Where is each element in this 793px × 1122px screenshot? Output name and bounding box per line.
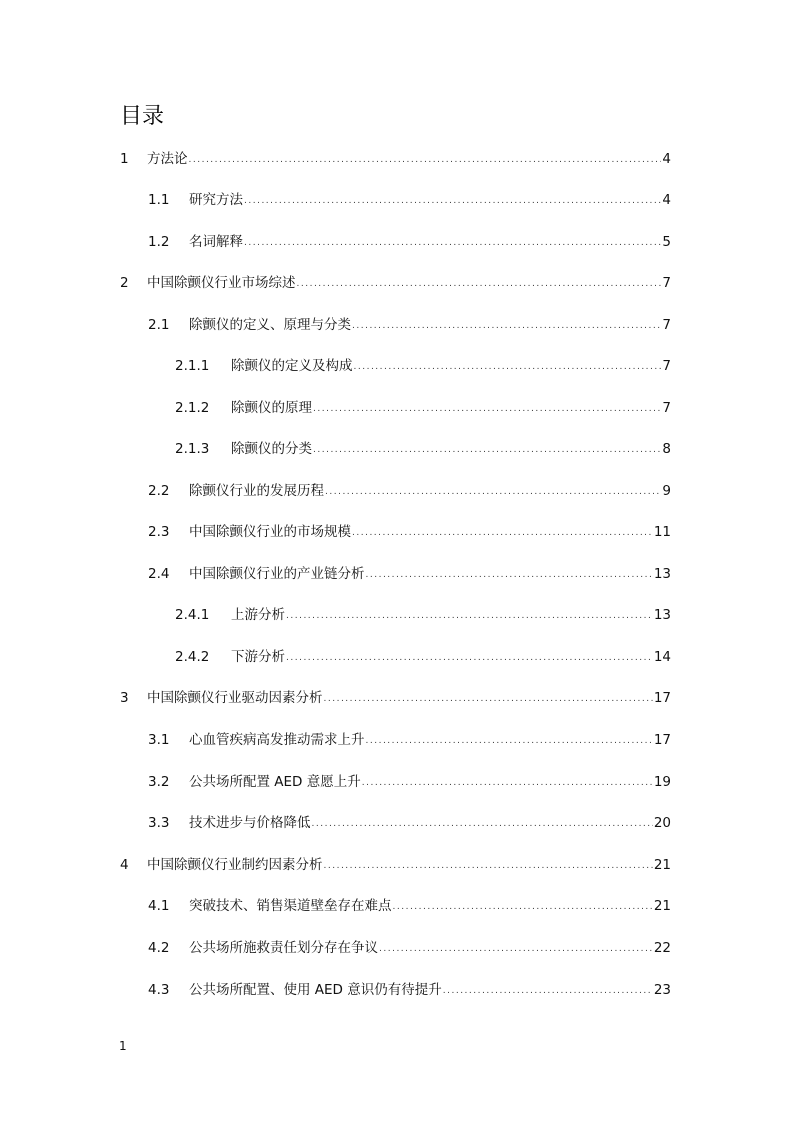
toc-entry[interactable] xyxy=(175,438,671,460)
toc-entry-title: 除颤仪的定义及构成 xyxy=(231,358,353,374)
toc-entry-number: 2.4.1 xyxy=(175,607,210,623)
toc-entry-page: 17 xyxy=(653,690,671,706)
toc-entry[interactable] xyxy=(175,397,671,419)
toc-dot-leader xyxy=(393,896,653,918)
toc-entry-title: 方法论 xyxy=(147,151,188,167)
toc-entry-page: 9 xyxy=(662,483,671,499)
toc-entry[interactable] xyxy=(175,355,671,377)
toc-entry-page: 7 xyxy=(662,317,671,333)
toc-entry-page: 21 xyxy=(653,898,671,914)
toc-entry-number: 2.1 xyxy=(148,317,170,333)
toc-entry-page: 8 xyxy=(662,441,671,457)
toc-entry-title: 突破技术、销售渠道壁垒存在难点 xyxy=(189,898,392,914)
toc-entry-number: 4.3 xyxy=(148,982,170,998)
toc-entry-page: 7 xyxy=(662,275,671,291)
toc-entry-title: 中国除颤仪行业制约因素分析 xyxy=(147,857,323,873)
toc-dot-leader xyxy=(443,980,653,1002)
toc-entry[interactable] xyxy=(120,854,671,876)
toc-entry-title: 中国除颤仪行业驱动因素分析 xyxy=(147,690,323,706)
toc-entry-page: 20 xyxy=(653,815,671,831)
toc-entry-title: 中国除颤仪行业的产业链分析 xyxy=(189,566,365,582)
toc-entry-number: 2.3 xyxy=(148,524,170,540)
toc-entry-title: 中国除颤仪行业市场综述 xyxy=(147,275,296,291)
toc-dot-leader xyxy=(379,938,653,960)
toc-dot-leader xyxy=(324,688,653,710)
toc-dot-leader xyxy=(354,356,662,378)
toc-entry-title: 除颤仪的定义、原理与分类 xyxy=(189,317,351,333)
toc-entry-number: 4 xyxy=(120,857,129,873)
toc-entry-number: 3.3 xyxy=(148,815,170,831)
toc-entry-title: 心血管疾病高发推动需求上升 xyxy=(189,732,365,748)
toc-entry[interactable] xyxy=(148,521,671,543)
toc-entry[interactable] xyxy=(148,189,671,211)
toc-dot-leader xyxy=(286,647,653,669)
toc-entry-page: 11 xyxy=(653,524,671,540)
toc-entry-number: 2.4 xyxy=(148,566,170,582)
toc-entry-page: 17 xyxy=(653,732,671,748)
toc-dot-leader xyxy=(313,398,661,420)
toc-entry-title: 下游分析 xyxy=(231,649,285,665)
toc-entry[interactable] xyxy=(120,272,671,294)
toc-entry-page: 13 xyxy=(653,566,671,582)
toc-entry[interactable] xyxy=(175,604,671,626)
toc-entry-page: 19 xyxy=(653,774,671,790)
toc-dot-leader xyxy=(352,315,661,337)
toc-entry-title: 技术进步与价格降低 xyxy=(189,815,311,831)
toc-dot-leader xyxy=(286,605,653,627)
toc-entry-number: 1 xyxy=(120,151,129,167)
toc-dot-leader xyxy=(366,730,653,752)
toc-dot-leader xyxy=(366,564,653,586)
toc-entry-title: 公共场所配置、使用 AED 意识仍有待提升 xyxy=(189,982,442,998)
toc-entry-page: 4 xyxy=(662,151,671,167)
toc-entry-title: 中国除颤仪行业的市场规模 xyxy=(189,524,351,540)
toc-entry[interactable] xyxy=(148,895,671,917)
toc-entry-page: 23 xyxy=(653,982,671,998)
toc-entry-number: 4.1 xyxy=(148,898,170,914)
toc-entry-title: 除颤仪行业的发展历程 xyxy=(189,483,324,499)
toc-entry-number: 1.2 xyxy=(148,234,170,250)
toc-entry-title: 除颤仪的分类 xyxy=(231,441,312,457)
toc-entry-page: 7 xyxy=(662,358,671,374)
toc-entry-title: 名词解释 xyxy=(189,234,243,250)
toc-entry[interactable] xyxy=(120,148,671,170)
toc-entry-page: 7 xyxy=(662,400,671,416)
toc-entry[interactable] xyxy=(148,231,671,253)
toc-entry-number: 3.2 xyxy=(148,774,170,790)
toc-dot-leader xyxy=(312,813,653,835)
toc-entry-page: 13 xyxy=(653,607,671,623)
toc-dot-leader xyxy=(244,190,661,212)
toc-entry[interactable] xyxy=(148,729,671,751)
toc-entry-title: 公共场所配置 AED 意愿上升 xyxy=(189,774,361,790)
toc-entry-title: 公共场所施救责任划分存在争议 xyxy=(189,940,378,956)
toc-dot-leader xyxy=(313,439,661,461)
toc-entry-number: 2.2 xyxy=(148,483,170,499)
page-title: 目录 xyxy=(120,104,165,129)
toc-entry-title: 上游分析 xyxy=(231,607,285,623)
toc-entry-page: 14 xyxy=(653,649,671,665)
toc-entry[interactable] xyxy=(148,771,671,793)
toc-entry[interactable] xyxy=(148,979,671,1001)
toc-entry[interactable] xyxy=(120,687,671,709)
toc-dot-leader xyxy=(362,772,653,794)
toc-entry-number: 2 xyxy=(120,275,129,291)
toc-dot-leader xyxy=(189,149,662,171)
toc-entry-number: 2.4.2 xyxy=(175,649,210,665)
toc-dot-leader xyxy=(244,232,661,254)
toc-entry[interactable] xyxy=(148,812,671,834)
toc-dot-leader xyxy=(325,481,661,503)
toc-entry-page: 22 xyxy=(653,940,671,956)
toc-entry-number: 2.1.3 xyxy=(175,441,210,457)
toc-entry[interactable] xyxy=(148,563,671,585)
toc-entry-number: 2.1.2 xyxy=(175,400,210,416)
toc-entry[interactable] xyxy=(148,480,671,502)
toc-entry-number: 3.1 xyxy=(148,732,170,748)
toc-entry-page: 5 xyxy=(662,234,671,250)
toc-entry-number: 3 xyxy=(120,690,129,706)
toc-entry-number: 2.1.1 xyxy=(175,358,210,374)
toc-dot-leader xyxy=(324,855,653,877)
toc-entry-page: 4 xyxy=(662,192,671,208)
toc-entry-page: 21 xyxy=(653,857,671,873)
toc-entry-number: 1.1 xyxy=(148,192,170,208)
toc-entry[interactable] xyxy=(148,937,671,959)
toc-entry-number: 4.2 xyxy=(148,940,170,956)
toc-entry-title: 除颤仪的原理 xyxy=(231,400,312,416)
toc-entry-title: 研究方法 xyxy=(189,192,243,208)
toc-dot-leader xyxy=(352,522,653,544)
page-number: 1 xyxy=(119,1039,127,1053)
toc-dot-leader xyxy=(297,273,662,295)
toc-entry[interactable] xyxy=(148,314,671,336)
toc-entry[interactable] xyxy=(175,646,671,668)
